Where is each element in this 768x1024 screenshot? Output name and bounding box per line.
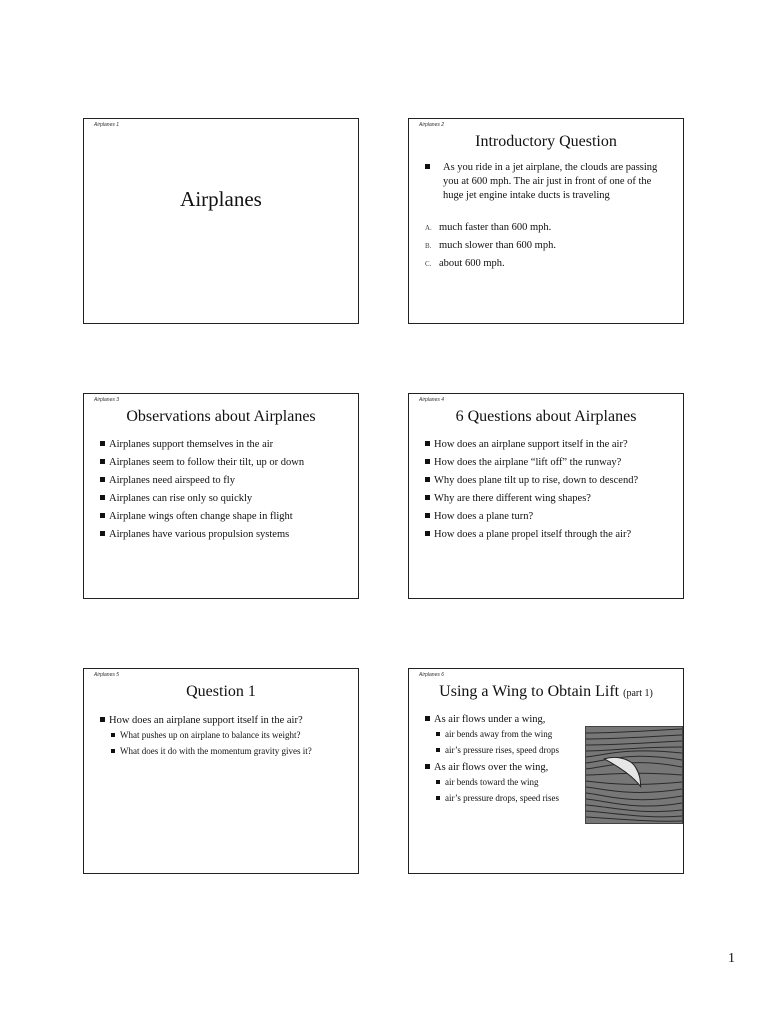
option-text: much faster than 600 mph. [439, 222, 552, 233]
bullet-square-icon [100, 441, 105, 446]
answer-options [409, 221, 683, 270]
bullet-square-icon [100, 477, 105, 482]
page-number: 1 [728, 951, 735, 966]
list-item [425, 161, 663, 203]
slide-title-text: Using a Wing to Obtain Lift [439, 683, 620, 700]
list-item [425, 528, 679, 541]
bullet-square-icon [425, 164, 430, 169]
list-item [100, 456, 352, 469]
list-item [100, 510, 352, 523]
bullet-list [100, 438, 352, 541]
bullet-square-icon [100, 459, 105, 464]
slide-label: Airplanes 3 [94, 397, 120, 403]
slide-4 [408, 393, 684, 599]
slide-2 [408, 118, 684, 324]
option-letter: C. [425, 260, 432, 268]
bullet-square-icon [436, 796, 440, 800]
sub-bullet-text: air’s pressure drops, speed rises [445, 793, 560, 803]
bullet-list [425, 438, 679, 541]
bullet-square-icon [436, 748, 440, 752]
option-text: much slower than 600 mph. [439, 240, 556, 251]
sub-bullet-text: What does it do with the momentum gravity gives it? [120, 746, 312, 756]
bullet-square-icon [425, 495, 430, 500]
option-text: about 600 mph. [439, 258, 505, 269]
slide-title: Introductory Question [475, 133, 617, 150]
wing-airflow-image [585, 726, 683, 824]
slide-title-suffix: (part 1) [623, 688, 653, 699]
bullet-text: How does an airplane support itself in the air? [109, 715, 303, 726]
list-item [100, 438, 352, 451]
slide-1 [83, 118, 359, 324]
list-item [100, 714, 352, 727]
bullet-text: As air flows over the wing, [434, 762, 549, 773]
sub-bullet-text: air bends away from the wing [445, 729, 553, 739]
slide-label: Airplanes 2 [419, 122, 445, 128]
list-item [100, 528, 352, 541]
bullet-text: As air flows under a wing, [434, 714, 546, 725]
bullet-square-icon [425, 477, 430, 482]
sub-bullet-text: air’s pressure rises, speed drops [445, 745, 560, 755]
bullet-text: How does the airplane “lift off” the runway? [434, 457, 622, 468]
list-item [409, 239, 683, 252]
bullet-square-icon [425, 716, 430, 721]
question-text: As you ride in a jet airplane, the clouds are passing you at 600 mph. The air just in front of one of the huge jet engine intake ducts is traveling [443, 162, 658, 201]
bullet-list [100, 714, 352, 757]
bullet-list [425, 713, 585, 804]
list-item [100, 492, 352, 505]
list-item [425, 729, 585, 740]
bullet-text: How does a plane propel itself through the air? [434, 529, 632, 540]
slide-label: Airplanes 6 [419, 672, 445, 678]
bullet-square-icon [100, 495, 105, 500]
list-item [100, 474, 352, 487]
slide-5 [83, 668, 359, 874]
list-item [425, 474, 679, 487]
bullet-text: Why does plane tilt up to rise, down to descend? [434, 475, 639, 486]
bullet-square-icon [425, 531, 430, 536]
slide-6 [408, 668, 684, 874]
list-item [409, 257, 683, 270]
option-letter: A. [425, 224, 432, 232]
slide-title: Observations about Airplanes [126, 408, 316, 425]
bullet-text: Airplanes need airspeed to fly [109, 475, 235, 486]
list-item [425, 438, 679, 451]
bullet-text: Airplane wings often change shape in flight [109, 511, 293, 522]
list-item [425, 456, 679, 469]
bullet-square-icon [111, 749, 115, 753]
list-item [425, 510, 679, 523]
slide-title [409, 683, 683, 701]
question-list [425, 161, 663, 203]
list-item [425, 745, 585, 756]
slide-label: Airplanes 5 [94, 672, 120, 678]
airflow-streamlines-icon [586, 727, 682, 823]
bullet-text: Airplanes seem to follow their tilt, up or down [109, 457, 305, 468]
slide-title: Question 1 [186, 683, 256, 700]
sub-bullet-text: air bends toward the wing [445, 777, 539, 787]
slide-label: Airplanes 1 [94, 122, 120, 128]
option-letter: B. [425, 242, 432, 250]
slide-3 [83, 393, 359, 599]
bullet-text: Airplanes can rise only so quickly [109, 493, 253, 504]
bullet-text: How does a plane turn? [434, 511, 534, 522]
list-item [100, 746, 352, 757]
bullet-text: Airplanes have various propulsion systems [109, 529, 290, 540]
bullet-text: How does an airplane support itself in the air? [434, 439, 628, 450]
bullet-square-icon [425, 764, 430, 769]
bullet-square-icon [425, 513, 430, 518]
list-item [425, 492, 679, 505]
bullet-square-icon [100, 513, 105, 518]
list-item [425, 761, 585, 774]
bullet-square-icon [425, 441, 430, 446]
bullet-square-icon [111, 733, 115, 737]
slide-title: 6 Questions about Airplanes [455, 408, 637, 425]
list-item [100, 730, 352, 741]
list-item [425, 713, 585, 726]
bullet-square-icon [436, 780, 440, 784]
bullet-square-icon [100, 531, 105, 536]
bullet-text: Airplanes support themselves in the air [109, 439, 274, 450]
bullet-square-icon [425, 459, 430, 464]
sub-bullet-text: What pushes up on airplane to balance its weight? [120, 730, 301, 740]
bullet-square-icon [100, 717, 105, 722]
bullet-text: Why are there different wing shapes? [434, 493, 591, 504]
slide-label: Airplanes 4 [419, 397, 445, 403]
bullet-square-icon [436, 732, 440, 736]
slide-title: Airplanes [180, 187, 262, 211]
list-item [425, 777, 585, 788]
list-item [409, 221, 683, 234]
list-item [425, 793, 585, 804]
